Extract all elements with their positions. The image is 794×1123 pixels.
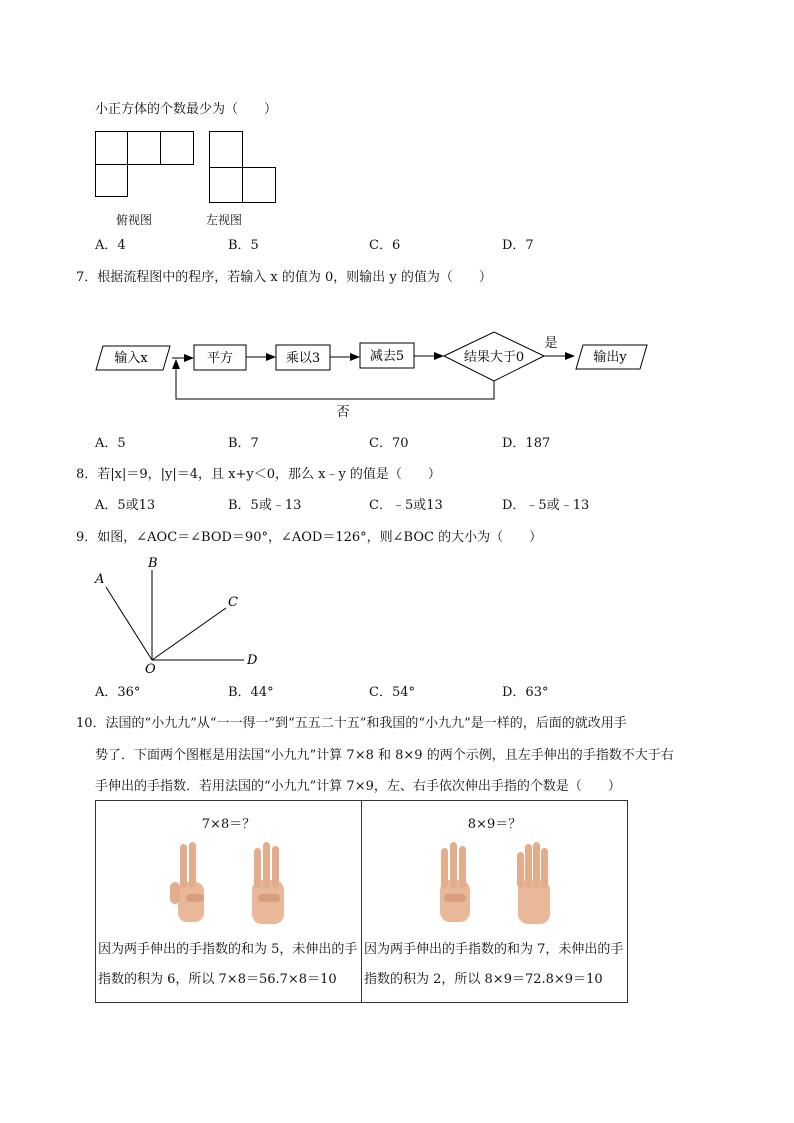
left-view-label: 左视图 — [206, 213, 243, 227]
q6-option-b[interactable]: B．5 — [228, 238, 259, 253]
example-7x8-text: 因为两手伸出的手指数的和为 5，未伸出的手指数的积为 6，所以 7×8＝56.7×8＝10 — [98, 942, 358, 987]
right-hand-four-fingers-icon — [510, 838, 558, 930]
q6-option-d[interactable]: D．7 — [502, 238, 534, 253]
flow-square-label: 平方 — [206, 351, 234, 366]
flow-no-label: 否 — [336, 405, 350, 420]
ray-oa — [106, 587, 152, 660]
q10-line-1: 10．法国的“小九九”从“一一得一”到“五五二十五”和我国的“小九九”是一样的，后面的就改用手 — [76, 716, 627, 731]
q8-option-c[interactable]: C．﹣5或13 — [369, 498, 443, 513]
top-view-label: 俯视图 — [116, 213, 153, 227]
french-multiplication-examples — [95, 800, 628, 1003]
flow-decision-label: 结果大于0 — [463, 350, 525, 365]
q6-option-c[interactable]: C．6 — [369, 238, 401, 253]
q8-stem: 8．若|x|＝9，|y|＝4，且 x+y＜0，那么 x﹣y 的值是（ ） — [76, 467, 441, 482]
example-7x8-title: 7×8＝？ — [201, 817, 256, 832]
right-hand-three-fingers-icon — [244, 838, 292, 930]
point-b-label: B — [148, 556, 158, 571]
q7-stem: 7．根据流程图中的程序，若输入 x 的值为 0，则输出 y 的值为（ ） — [76, 270, 492, 285]
q6-option-a[interactable]: A．4 — [95, 238, 126, 253]
example-cell-8x9 — [362, 801, 628, 1003]
q9-option-b[interactable]: B．44° — [228, 685, 274, 700]
q10-line-3: 手伸出的手指数．若用法国的“小九九”计算 7×9，左、右手依次伸出手指的个数是（ ） — [95, 779, 621, 794]
q6-stem-tail: 小正方体的个数最少为（ ） — [95, 102, 278, 117]
q10-line-2: 势了．下面两个图框是用法国“小九九”计算 7×8 和 8×9 的两个示例，且左手伸出的手指数不大于右 — [95, 748, 674, 763]
flow-multiply-label: 乘以3 — [285, 351, 321, 366]
q8-option-a[interactable]: A．5或13 — [95, 498, 156, 513]
q9-option-c[interactable]: C．54° — [369, 685, 415, 700]
q8-option-b[interactable]: B．5或﹣13 — [228, 498, 302, 513]
point-a-label: A — [95, 572, 105, 587]
example-cell-7x8 — [96, 801, 362, 1003]
q8-option-d[interactable]: D．﹣5或﹣13 — [502, 498, 590, 513]
flow-output-label: 输出y — [593, 350, 627, 365]
example-8x9-title: 8×9＝？ — [467, 817, 522, 832]
q7-option-a[interactable]: A．5 — [95, 436, 126, 451]
flow-yes-label: 是 — [544, 336, 558, 351]
q7-option-b[interactable]: B．7 — [228, 436, 259, 451]
point-d-label: D — [247, 653, 258, 668]
q9-option-a[interactable]: A．36° — [95, 685, 141, 700]
example-7x8-hands — [96, 833, 361, 935]
point-c-label: C — [228, 595, 238, 610]
flow-input-label: 输入x — [114, 351, 148, 366]
q7-option-c[interactable]: C．70 — [369, 436, 409, 451]
left-hand-three-fingers-icon — [432, 838, 476, 930]
left-hand-two-fingers-icon — [166, 838, 210, 930]
flow-subtract-label: 减去5 — [369, 349, 405, 364]
q9-stem: 9．如图，∠AOC＝∠BOD＝90°，∠AOD＝126°，则∠BOC 的大小为（ ） — [76, 530, 543, 545]
point-o-label: O — [145, 662, 156, 677]
example-8x9-text: 因为两手伸出的手指数的和为 7，未伸出的手指数的积为 2，所以 8×9＝72.8×9＝10 — [364, 942, 624, 987]
q9-option-d[interactable]: D．63° — [502, 685, 549, 700]
ray-oc — [152, 608, 226, 660]
example-8x9-hands — [362, 833, 627, 935]
q7-option-d[interactable]: D．187 — [502, 436, 551, 451]
